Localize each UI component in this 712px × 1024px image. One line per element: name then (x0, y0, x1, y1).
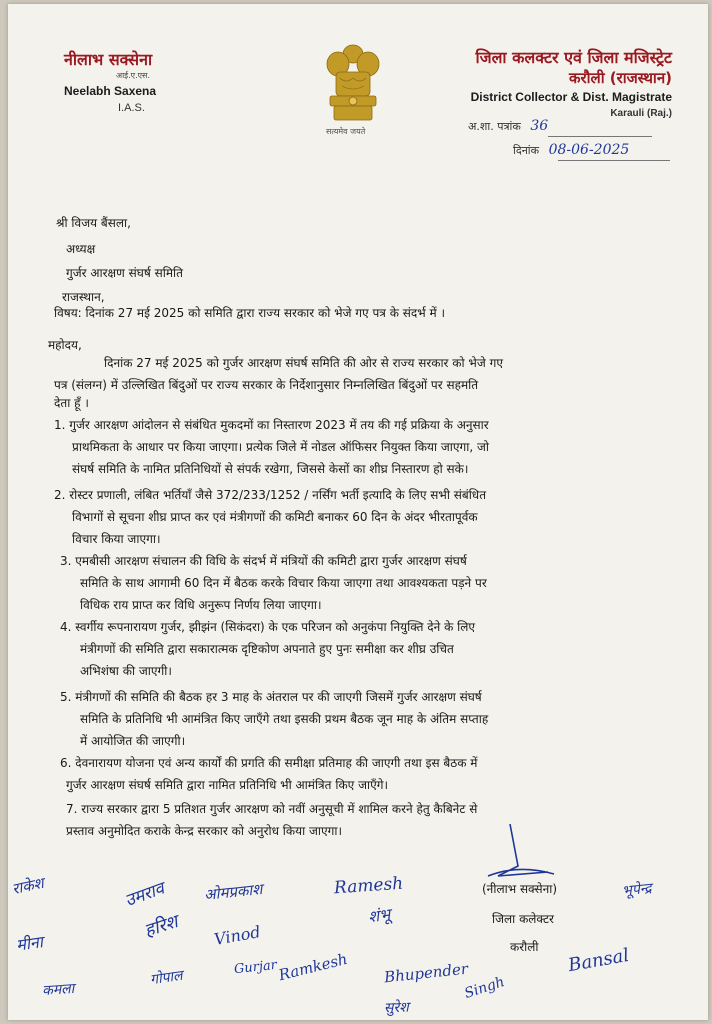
letter-subject: विषय: दिनांक 27 मई 2025 को समिति द्वारा राज्य सरकार को भेजे गए पत्र के संदर्भ में । (54, 306, 446, 320)
signature: हरिश (141, 911, 181, 942)
collector-stamp-designation: जिला कलेक्टर (492, 912, 554, 926)
signature: भूपेन्द्र (621, 880, 653, 900)
signature: Singh (462, 974, 507, 1002)
point-5-line: समिति के प्रतिनिधि भी आमंत्रित किए जाएँगे तथा इसकी प्रथम बैठक जून माह के अंतिम सप्ताह (80, 712, 489, 726)
signature: सुरेश (383, 999, 410, 1017)
signature: Bansal (566, 944, 631, 977)
officer-service-english: I.A.S. (118, 102, 145, 114)
point-6-line: गुर्जर आरक्षण संघर्ष समिति द्वारा नामित प्रतिनिधि भी आमंत्रित किए जाएँगे। (66, 778, 389, 792)
signature: शंभू (366, 904, 392, 927)
recipient-designation: अध्यक्ष (66, 242, 96, 256)
emblem-motto: सत्यमेव जयते (326, 127, 366, 136)
signature: मीना (14, 932, 45, 955)
collector-stamp-name: (नीलाभ सक्सेना) (482, 882, 558, 896)
signature: Ramkesh (276, 949, 350, 985)
point-5-line: में आयोजित की जाएगी। (80, 734, 186, 748)
point-3-line: विधिक राय प्राप्त कर विधि अनुरूप निर्णय लिया जाएगा। (80, 598, 322, 612)
point-6-line: 6. देवनारायण योजना एवं अन्य कार्यों की प्रगति की समीक्षा प्रतिमाह की जाएगी तथा इस बैठक में (60, 756, 478, 770)
point-4-line: अभिशंषा की जाएगी। (80, 664, 172, 678)
signature: Vinod (212, 922, 262, 949)
letter-page (8, 4, 708, 1020)
recipient-organization: गुर्जर आरक्षण संघर्ष समिति (66, 266, 183, 280)
point-2-line: विचार किया जाएगा। (72, 532, 161, 546)
point-1-line: संघर्ष समिति के नामित प्रतिनिधियों से संपर्क रखेगा, जिससे केसों का शीघ्र निस्तारण हो सके। (72, 462, 469, 476)
office-title-hindi: जिला कलक्टर एवं जिला मजिस्ट्रेट (475, 48, 672, 67)
point-4-line: मंत्रीगणों की समिति द्वारा सकारात्मक दृष्टिकोण अपनाते हुए पुनः समीक्षा कर शीघ्र उचित (80, 642, 454, 656)
point-3-line: समिति के साथ आगामी 60 दिन में बैठक करके विचार किया जाएगा तथा आवश्यकता पड़ने पर (80, 576, 487, 590)
signature: Bhupender (383, 959, 469, 987)
point-7-line: 7. राज्य सरकार द्वारा 5 प्रतिशत गुर्जर आरक्षण को नवीं अनुसूची में शामिल करने हेतु कैबिनेट से (66, 802, 478, 816)
recipient-state: राजस्थान, (62, 290, 105, 304)
intro-line: पत्र (संलग्न) में उल्लिखित बिंदुओं पर राज्य सरकार के निर्देशानुसार निम्नलिखित बिंदुओं पर सहमति (54, 378, 479, 392)
date-value: 08-06-2025 (548, 142, 630, 158)
signature: राकेश (10, 873, 46, 899)
point-4-line: 4. स्वर्गीय रूपनारायण गुर्जर, झीझंन (सिकंदरा) के एक परिजन को अनुकंपा नियुक्ति देने के लिए (60, 620, 476, 634)
intro-line: देता हूँ । (54, 396, 89, 410)
signature: ओमप्रकाश (203, 879, 264, 905)
point-7-line: प्रस्ताव अनुमोदित कराके केन्द्र सरकार को अनुरोध किया जाएगा। (66, 824, 343, 838)
office-city-hindi: करौली (राजस्थान) (568, 69, 672, 87)
point-2-line: विभागों से सूचना शीघ्र प्राप्त कर एवं मंत्रीगणों की कमिटी बनाकर 60 दिन के अंदर भीरतापूर्वक (72, 510, 478, 524)
date-label: दिनांक (513, 144, 540, 157)
reference-value: 36 (530, 118, 549, 134)
signature: उमराव (122, 878, 168, 912)
office-city-english: Karauli (Raj.) (610, 108, 672, 119)
signature: कमला (41, 980, 75, 1000)
point-5-line: 5. मंत्रीगणों की समिति की बैठक हर 3 माह के अंतराल पर की जाएगी जिसमें गुर्जर आरक्षण संघर्ष (60, 690, 482, 704)
collector-signature (8, 4, 708, 1020)
signature: Ramesh (333, 873, 404, 899)
point-2-line: 2. रोस्टर प्रणाली, लंबित भर्तियाँ जैसे 372/233/1252 / नर्सिंग भर्ती इत्यादि के लिए सभी संबंधित (54, 488, 487, 502)
point-3-line: 3. एमबीसी आरक्षण संचालन की विधि के संदर्भ में मंत्रियों की कमिटी द्वारा गुर्जर आरक्षण संघर्ष (60, 554, 467, 568)
office-title-english: District Collector & Dist. Magistrate (470, 90, 672, 104)
officer-service-hindi: आई.ए.एस. (116, 71, 150, 80)
intro-line: दिनांक 27 मई 2025 को गुर्जर आरक्षण संघर्ष समिति की ओर से राज्य सरकार को भेजे गए (104, 356, 503, 370)
officer-name-english: Neelabh Saxena (64, 84, 157, 98)
point-1-line: 1. गुर्जर आरक्षण आंदोलन से संबंधित मुकदमों का निस्तारण 2023 में तय की गई प्रक्रिया के अनुसार (54, 418, 489, 432)
collector-stamp-place: करौली (510, 940, 539, 954)
reference-label: अ.शा. पत्रांक (468, 120, 521, 133)
point-1-line: प्राथमिकता के आधार पर किया जाएगा। प्रत्येक जिले में नोडल ऑफिसर नियुक्त किया जाएगा, जो (72, 440, 490, 454)
signature: Gurjar (233, 957, 278, 978)
officer-name-hindi: नीलाभ सक्सेना (64, 50, 153, 69)
signature: गोपाल (149, 967, 184, 989)
recipient-name: श्री विजय बैंसला, (56, 216, 131, 230)
salutation: महोदय, (48, 338, 82, 352)
